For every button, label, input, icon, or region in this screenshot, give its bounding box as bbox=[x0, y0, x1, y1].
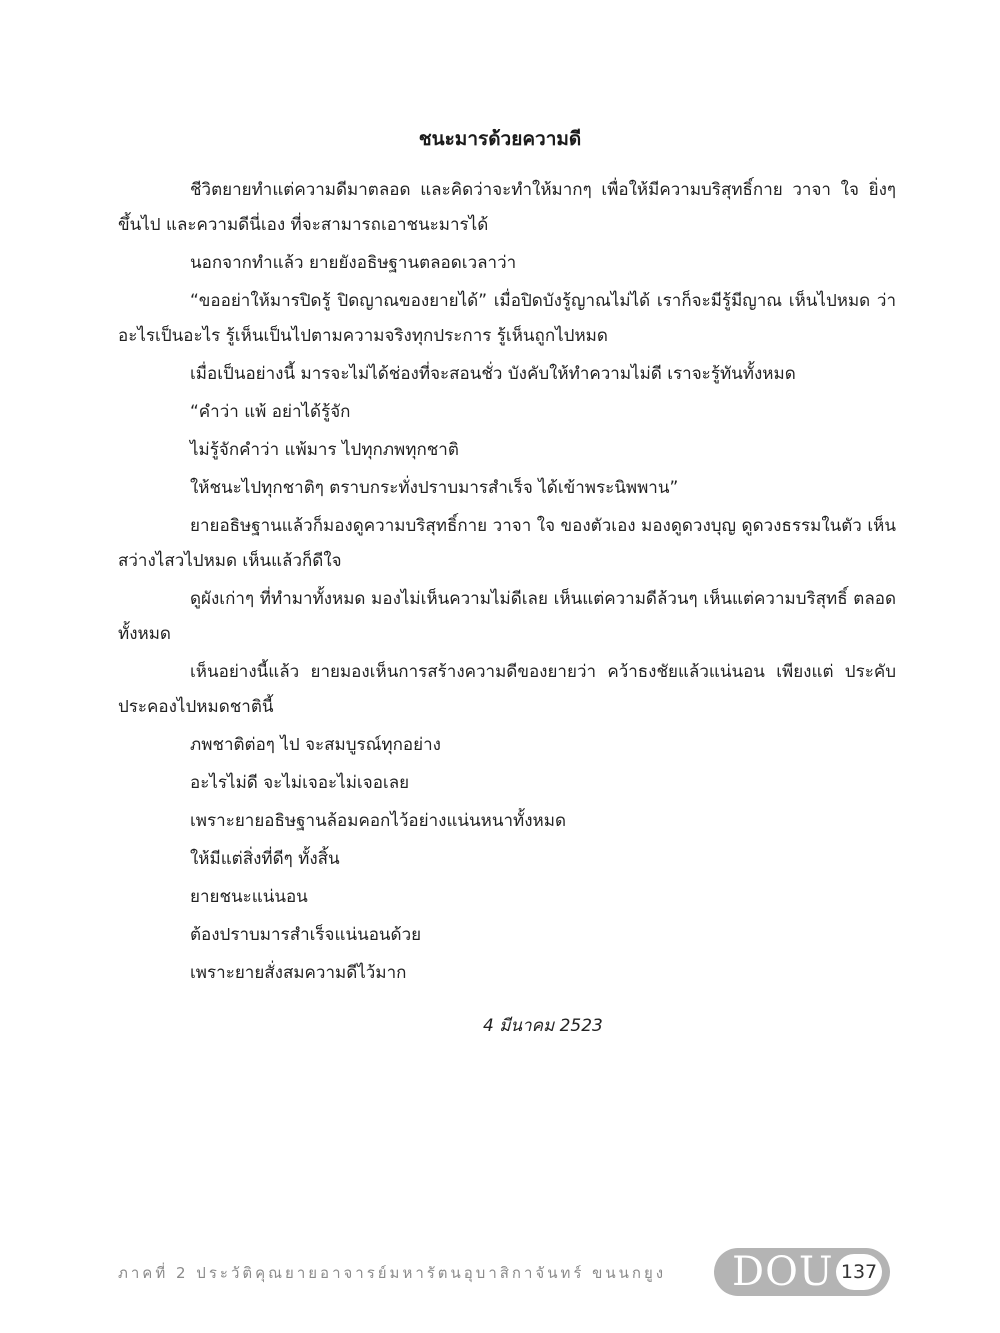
verse-line: ยายชนะแน่นอน bbox=[190, 887, 308, 907]
paragraph: ยายอธิษฐานแล้วก็มองดูความบริสุทธิ์กาย วาจา ใจ ของตัวเอง มองดูดวงบุญ ดูดวงธรรมในตัว เห็นสว่างไสวไปหมด เห็นแล้วก็ดีใจ bbox=[118, 516, 896, 571]
verse-line: ภพชาติต่อๆ ไป จะสมบูรณ์ทุกอย่าง bbox=[190, 735, 441, 755]
verse-line: เพราะยายอธิษฐานล้อมคอกไว้อย่างแน่นหนาทั้งหมด bbox=[190, 811, 566, 831]
paragraph: เห็นอย่างนี้แล้ว ยายมองเห็นการสร้างความดีของยายว่า คว้าธงชัยแล้วแน่นอน เพียงแต่ ประคับประคองไปหมดชาตินี้ bbox=[118, 662, 896, 717]
paragraph: ดูผังเก่าๆ ที่ทำมาทั้งหมด มองไม่เห็นความไม่ดีเลย เห็นแต่ความดีล้วนๆ เห็นแต่ความบริสุทธิ์ ตลอดทั้งหมด bbox=[118, 589, 896, 644]
paragraph: ชีวิตยายทำแต่ความดีมาตลอด และคิดว่าจะทำให้มากๆ เพื่อให้มีความบริสุทธิ์กาย วาจา ใจ ยิ่งๆ ขึ้นไป และความดีนี่เอง ที่จะสามารถเอาชนะมารได้ bbox=[118, 180, 896, 235]
verse-line: ไม่รู้จักคำว่า แพ้มาร ไปทุกภพทุกชาติ bbox=[190, 440, 459, 460]
running-footer: ภาคที่ 2 ประวัติคุณยายอาจารย์มหารัตนอุบาสิกาจันทร์ ขนนกยูง bbox=[118, 1264, 667, 1282]
dou-logo: DOU bbox=[732, 1249, 834, 1295]
verse-line: อะไรไม่ดี จะไม่เจอะไม่เจอเลย bbox=[190, 773, 410, 793]
paragraph: นอกจากทำแล้ว ยายยังอธิษฐานตลอดเวลาว่า bbox=[190, 253, 517, 273]
page-badge bbox=[714, 1248, 890, 1296]
paragraph: เมื่อเป็นอย่างนี้ มารจะไม่ได้ช่องที่จะสอนชั่ว บังคับให้ทำความไม่ดี เราจะรู้ทันทั้งหมด bbox=[190, 364, 796, 384]
page-number: 137 bbox=[836, 1254, 882, 1290]
verse-line: “คำว่า แพ้ อย่าได้รู้จัก bbox=[190, 402, 351, 422]
date-line: 4 มีนาคม 2523 bbox=[483, 1016, 603, 1036]
verse-line: เพราะยายสั่งสมความดีไว้มาก bbox=[190, 963, 407, 983]
chapter-title: ชนะมารด้วยความดี bbox=[418, 128, 582, 150]
verse-line: ต้องปราบมารสำเร็จแน่นอนด้วย bbox=[190, 925, 422, 945]
verse-line: ให้ชนะไปทุกชาติๆ ตราบกระทั่งปราบมารสำเร็จ ได้เข้าพระนิพพาน” bbox=[190, 478, 679, 498]
paragraph: “ขออย่าให้มารปิดรู้ ปิดญาณของยายได้” เมื่อปิดบังรู้ญาณไม่ได้ เราก็จะมีรู้มีญาณ เห็นไปหมด ว่าอะไรเป็นอะไร รู้เห็นเป็นไปตามความจริงทุกประการ รู้เห็นถูกไปหมด bbox=[118, 291, 896, 346]
verse-line: ให้มีแต่สิ่งที่ดีๆ ทั้งสิ้น bbox=[190, 849, 340, 869]
body-text bbox=[118, 173, 896, 994]
